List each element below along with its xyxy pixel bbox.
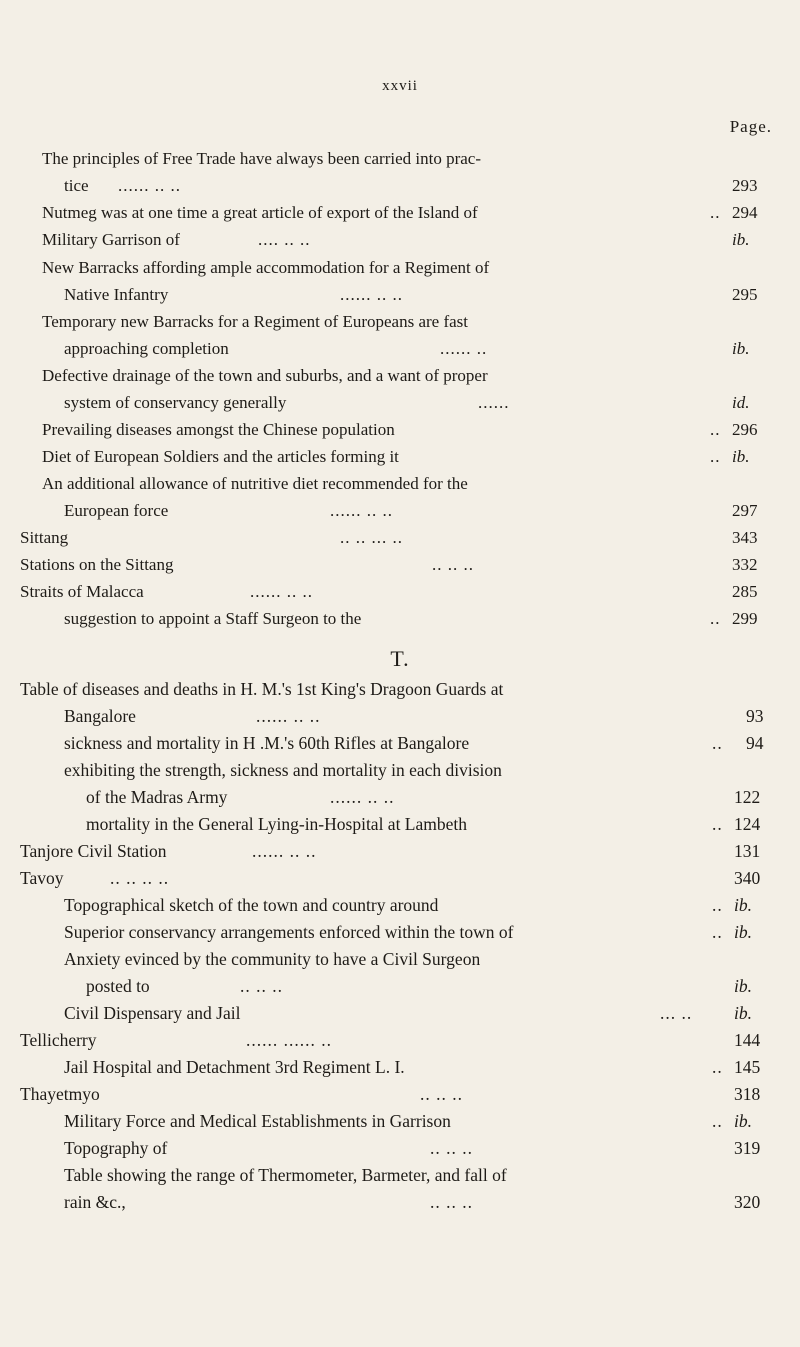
entry-text: of the Madras Army <box>86 787 228 807</box>
page-reference: ib. <box>734 976 752 996</box>
index-entry <box>0 418 800 442</box>
leader-dots: ...... <box>478 393 510 412</box>
page-reference: 343 <box>732 528 758 547</box>
entry-text: The principles of Free Trade have always been carried into prac- <box>42 149 481 168</box>
leader-dots: ...... .. .. <box>250 582 313 601</box>
page-reference: 285 <box>732 582 758 601</box>
index-entry <box>0 974 800 998</box>
leader-dots: ...... .. .. <box>252 841 317 861</box>
entry-text: suggestion to appoint a Staff Surgeon to the <box>64 609 362 628</box>
index-entry <box>0 758 800 782</box>
index-entry <box>0 785 800 809</box>
entry-text: rain &c., <box>64 1192 126 1212</box>
index-entry <box>0 947 800 971</box>
page-reference: 296 <box>732 420 758 439</box>
entry-text: Tellicherry <box>20 1030 97 1050</box>
leader-dots: .. .. .. <box>430 1192 473 1212</box>
entry-text: approaching completion <box>64 339 229 358</box>
folio-number: xxvii <box>382 78 418 94</box>
entry-text: Nutmeg was at one time a great article of export of the Island of <box>42 203 478 222</box>
entry-text: Prevailing diseases amongst the Chinese population <box>42 420 395 439</box>
leader-dots: ...... ...... .. <box>246 1030 332 1050</box>
entry-text: European force <box>64 501 169 520</box>
leader-dots: .. <box>712 895 723 915</box>
index-entry <box>0 1109 800 1133</box>
page-reference: 319 <box>734 1138 761 1158</box>
index-entry <box>0 201 800 225</box>
entry-text: Superior conservancy arrangements enforced within the town of <box>64 922 514 942</box>
index-entry <box>0 1190 800 1214</box>
entry-text: tice <box>64 176 89 195</box>
index-entry <box>0 866 800 890</box>
index-entry <box>0 174 800 198</box>
entry-text: mortality in the General Lying-in-Hospital at Lambeth <box>86 814 468 834</box>
entry-text: Table showing the range of Thermometer, Barmeter, and fall of <box>64 1165 507 1185</box>
index-entry <box>0 228 800 252</box>
leader-dots: .. <box>712 922 723 942</box>
leader-dots: .. <box>712 1057 723 1077</box>
page-reference: 145 <box>734 1057 761 1077</box>
index-entry <box>0 472 800 496</box>
leader-dots: ...... .. .. <box>330 787 395 807</box>
leader-dots: ...... .. .. <box>118 176 181 195</box>
index-entry <box>0 391 800 415</box>
leader-dots: ...... .. .. <box>256 706 321 726</box>
entry-text: Straits of Malacca <box>20 582 144 601</box>
leader-dots: .. <box>712 733 723 753</box>
index-entry <box>0 283 800 307</box>
entry-text: Bangalore <box>64 706 136 726</box>
page-reference: 294 <box>732 203 758 222</box>
page-reference: ib. <box>732 230 750 249</box>
entry-text: Sittang <box>20 528 69 547</box>
entry-text: posted to <box>86 976 150 996</box>
page-reference: 340 <box>734 868 761 888</box>
index-entry <box>0 580 800 604</box>
index-entry <box>0 1136 800 1160</box>
leader-dots: ... .. <box>660 1003 693 1023</box>
leader-dots: .. .. .. .. <box>110 868 170 888</box>
page-reference: 299 <box>732 609 758 628</box>
entry-text: Jail Hospital and Detachment 3rd Regiment L. I. <box>64 1057 405 1077</box>
index-entry <box>0 920 800 944</box>
leader-dots: .. <box>710 420 721 439</box>
index-entry <box>0 310 800 334</box>
leader-dots: .. <box>710 203 721 222</box>
page-reference: 94 <box>746 733 764 753</box>
page-reference: ib. <box>734 895 752 915</box>
index-entry <box>0 147 800 171</box>
entry-text: Thayetmyo <box>20 1084 100 1104</box>
index-entry <box>0 1082 800 1106</box>
leader-dots: ...... .. .. <box>340 285 403 304</box>
page-reference: 122 <box>734 787 761 807</box>
index-entry <box>0 731 800 755</box>
entry-text: Defective drainage of the town and suburbs, and a want of proper <box>42 366 488 385</box>
page-reference: ib. <box>734 1111 752 1131</box>
page-reference: 297 <box>732 501 758 520</box>
entry-text: Diet of European Soldiers and the articles forming it <box>42 447 399 466</box>
leader-dots: ...... .. .. <box>330 501 393 520</box>
index-entry <box>0 704 800 728</box>
leader-dots: .. .. .. <box>420 1084 463 1104</box>
page-reference: 293 <box>732 176 758 195</box>
index-entry <box>0 1001 800 1025</box>
leader-dots: .. .. ... .. <box>340 528 403 547</box>
leader-dots: .... .. .. <box>258 230 311 249</box>
index-entry <box>0 677 800 701</box>
index-entry <box>0 445 800 469</box>
page-reference: 295 <box>732 285 758 304</box>
index-entry <box>0 256 800 280</box>
index-entry <box>0 839 800 863</box>
entry-text: Military Force and Medical Establishments in Garrison <box>64 1111 451 1131</box>
index-entry <box>0 1163 800 1187</box>
page-reference: ib. <box>734 922 752 942</box>
page-reference: 131 <box>734 841 761 861</box>
leader-dots: .. <box>712 814 723 834</box>
entry-text: Topography of <box>64 1138 168 1158</box>
page-reference: ib. <box>734 1003 752 1023</box>
page-reference: ib. <box>732 339 750 358</box>
page-reference: 332 <box>732 555 758 574</box>
page-reference: 318 <box>734 1084 761 1104</box>
entry-text: Temporary new Barracks for a Regiment of Europeans are fast <box>42 312 468 331</box>
index-entry <box>0 607 800 631</box>
entry-text: Tanjore Civil Station <box>20 841 167 861</box>
index-entry <box>0 499 800 523</box>
leader-dots: .. .. .. <box>432 555 474 574</box>
index-entry <box>0 364 800 388</box>
index-entry <box>0 1055 800 1079</box>
page-reference: ib. <box>732 447 750 466</box>
page-reference: 320 <box>734 1192 761 1212</box>
leader-dots: .. <box>712 1111 723 1131</box>
index-entry <box>0 1028 800 1052</box>
page-reference: 124 <box>734 814 761 834</box>
entry-text: Anxiety evinced by the community to have a Civil Surgeon <box>64 949 481 969</box>
index-entry <box>0 553 800 577</box>
entry-text: An additional allowance of nutritive diet recommended for the <box>42 474 468 493</box>
entry-text: Table of diseases and deaths in H. M.'s 1st King's Dragoon Guards at <box>20 679 504 699</box>
leader-dots: .. <box>710 447 721 466</box>
page-reference: id. <box>732 393 750 412</box>
entry-text: system of conservancy generally <box>64 393 287 412</box>
entry-text: Tavoy <box>20 868 64 888</box>
section-letter: T. <box>390 646 410 671</box>
entry-text: exhibiting the strength, sickness and mortality in each division <box>64 760 502 780</box>
index-entry <box>0 812 800 836</box>
leader-dots: .. <box>710 609 721 628</box>
entry-text: Military Garrison of <box>42 230 180 249</box>
entry-text: Civil Dispensary and Jail <box>64 1003 241 1023</box>
leader-dots: .. .. .. <box>240 976 283 996</box>
entry-text: Topographical sketch of the town and country around <box>64 895 439 915</box>
entry-text: New Barracks affording ample accommodation for a Regiment of <box>42 258 490 277</box>
index-entry <box>0 526 800 550</box>
page-reference: 93 <box>746 706 764 726</box>
page-reference: 144 <box>734 1030 761 1050</box>
entry-text: sickness and mortality in H .M.'s 60th Rifles at Bangalore <box>64 733 470 753</box>
index-entry <box>0 337 800 361</box>
index-entry <box>0 893 800 917</box>
entry-text: Native Infantry <box>64 285 169 304</box>
page-column-heading: Page. <box>729 117 772 136</box>
leader-dots: ...... .. <box>440 339 488 358</box>
entry-text: Stations on the Sittang <box>20 555 174 574</box>
leader-dots: .. .. .. <box>430 1138 473 1158</box>
